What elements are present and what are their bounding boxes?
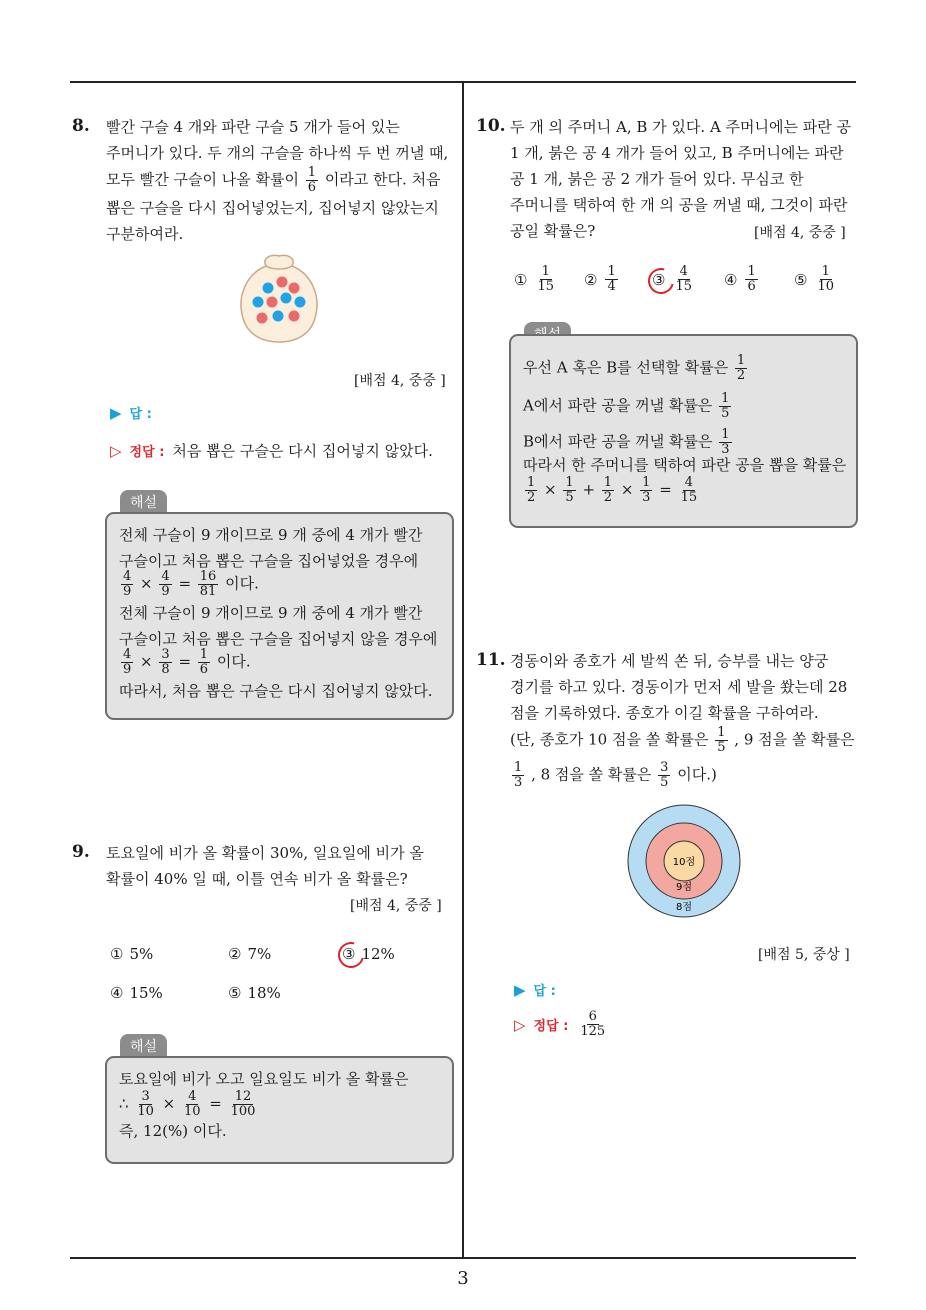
question-10-number: 10. <box>476 116 506 136</box>
solution-tab: 해설 <box>120 1034 167 1058</box>
question-8-answer: ▶ 답 : <box>110 403 152 422</box>
question-11-correct-answer: ▷ 정답 : $\frac{6}{125}$ <box>514 1009 606 1039</box>
column-divider <box>462 82 464 1258</box>
question-9-choice-3[interactable]: ③ 12% <box>342 945 395 963</box>
red-marble <box>289 311 300 322</box>
question-8-correct-answer: ▷ 정답 : 처음 뽑은 구슬은 다시 집어넣지 않았다. <box>110 441 433 460</box>
question-9-solution-box: 토요일에 비가 오고 일요일도 비가 올 확률은 ∴ $\frac{3}{10}$ × $\frac{4}{10}$ = $\frac{12}{100}$ 즉, 12(%) 이다. <box>105 1056 454 1164</box>
blue-marble <box>273 311 284 322</box>
question-10-solution-box: 우선 A 혹은 B를 선택할 확률은 $\frac{1}{2}$ A에서 파란 공을 꺼낼 확률은 $\frac{1}{5}$ B에서 파란 공을 꺼낼 확률은 $\frac{1}{3}$ 따라서 한 주머니를 택하여 파란 공을 뽑을 확률은 $\frac{1}{2}$ × $\frac{1}{5}$ + $\frac{1}{2}$ × $\frac{1}{3}$ = $\frac{4}{15}$ <box>509 334 858 528</box>
open-triangle-icon: ▷ <box>514 1015 526 1034</box>
question-8-text: 빨간 구슬 4 개와 파란 구슬 5 개가 들어 있는 주머니가 있다. 두 개의 구슬을 하나씩 두 번 꺼낼 때, 모두 빨간 구슬이 나올 확률이 $\frac{1}{6}$ 이라고 한다. 처음 뽑은 구슬을 다시 집어넣었는지, 집어넣지 않았는지 구분하여라. <box>106 118 449 243</box>
page-number: 3 <box>457 1268 469 1289</box>
marble-bag-illustration <box>236 252 322 344</box>
red-marble <box>267 297 278 308</box>
play-triangle-icon: ▶ <box>110 403 122 422</box>
red-marble <box>277 277 288 288</box>
question-10-choice-3[interactable]: ③ $\frac{4}{15}$ <box>652 264 692 294</box>
question-10-choice-2[interactable]: ② $\frac{1}{4}$ <box>584 264 616 294</box>
question-9-choice-4[interactable]: ④ 15% <box>110 984 163 1002</box>
solution-tab: 해설 <box>120 490 167 514</box>
question-11-text: 경동이와 종호가 세 발씩 쏜 뒤, 승부를 내는 양궁 경기를 하고 있다. 경동이가 먼저 세 발을 쐈는데 28 점을 기록하였다. 종호가 이길 확률을 구하여라. (단, 종호가 10 점을 쏠 확률은 $\frac{1}{5}$ , 9 점을 쏠 확률은 $\frac{1}{3}$ , 8 점을 쏠 확률은 $\frac{3}{5}$ 이다.) <box>510 652 855 790</box>
fraction: $\frac{6}{125}$ <box>580 1009 606 1039</box>
question-10-choice-4[interactable]: ④ $\frac{1}{6}$ <box>724 264 756 294</box>
question-8-score: [배점 4, 중중 ] <box>354 373 446 389</box>
play-triangle-icon: ▶ <box>514 980 526 999</box>
question-10-text: 두 개 의 주머니 A, B 가 있다. A 주머니에는 파란 공 1 개, 붉은 공 4 개가 들어 있고, B 주머니에는 파란 공 1 개, 붉은 공 2 개가 들어 있다. 무심코 한 주머니를 택하여 한 개 의 공을 꺼낼 때, 그것이 파란 공일 확률은? <box>510 118 852 240</box>
question-8-solution-box: 전체 구슬이 9 개이므로 9 개 중에 4 개가 빨간 구슬이고 처음 뽑은 구슬을 집어넣었을 경우에 $\frac{4}{9}$ × $\frac{4}{9}$ = $\frac{16}{81}$ 이다. 전체 구슬이 9 개이므로 9 개 중에 4 개가 빨간 구슬이고 처음 뽑은 구슬을 집어넣지 않을 경우에 $\frac{4}{9}$ × $\frac{3}{8}$ = $\frac{1}{6}$ 이다. 따라서, 처음 뽑은 구슬은 다시 집어넣지 않았다. <box>105 512 454 720</box>
blue-marble <box>281 293 292 304</box>
question-11-number: 11. <box>476 650 506 670</box>
question-11-score: [배점 5, 중상 ] <box>758 947 850 963</box>
red-marble <box>289 283 300 294</box>
open-triangle-icon: ▷ <box>110 441 122 460</box>
question-10-score: [배점 4, 중중 ] <box>754 225 846 241</box>
question-8-number: 8. <box>72 116 90 136</box>
fraction: $\frac{1}{6}$ <box>307 165 317 195</box>
question-9-number: 9. <box>72 842 90 862</box>
blue-marble <box>295 297 306 308</box>
blue-marble <box>253 297 264 308</box>
ring-10-label: 10점 <box>672 857 696 868</box>
blue-marble <box>263 283 274 294</box>
question-9-choice-5[interactable]: ⑤ 18% <box>228 984 281 1002</box>
question-9-text: 토요일에 비가 올 확률이 30%, 일요일에 비가 올 확률이 40% 일 때, 이틀 연속 비가 올 확률은? <box>106 844 424 888</box>
question-9-choice-1[interactable]: ① 5% <box>110 945 154 963</box>
question-10-choice-1[interactable]: ① $\frac{1}{15}$ <box>514 264 554 294</box>
red-marble <box>257 313 268 324</box>
ring-9-label: 9점 <box>675 882 693 893</box>
question-9-score: [배점 4, 중중 ] <box>350 898 442 914</box>
ring-8-label: 8점 <box>675 902 693 913</box>
question-9-choice-2[interactable]: ② 7% <box>228 945 272 963</box>
question-11-answer: ▶ 답 : <box>514 980 556 999</box>
question-10-choice-5[interactable]: ⑤ $\frac{1}{10}$ <box>794 264 834 294</box>
archery-target <box>626 803 742 919</box>
